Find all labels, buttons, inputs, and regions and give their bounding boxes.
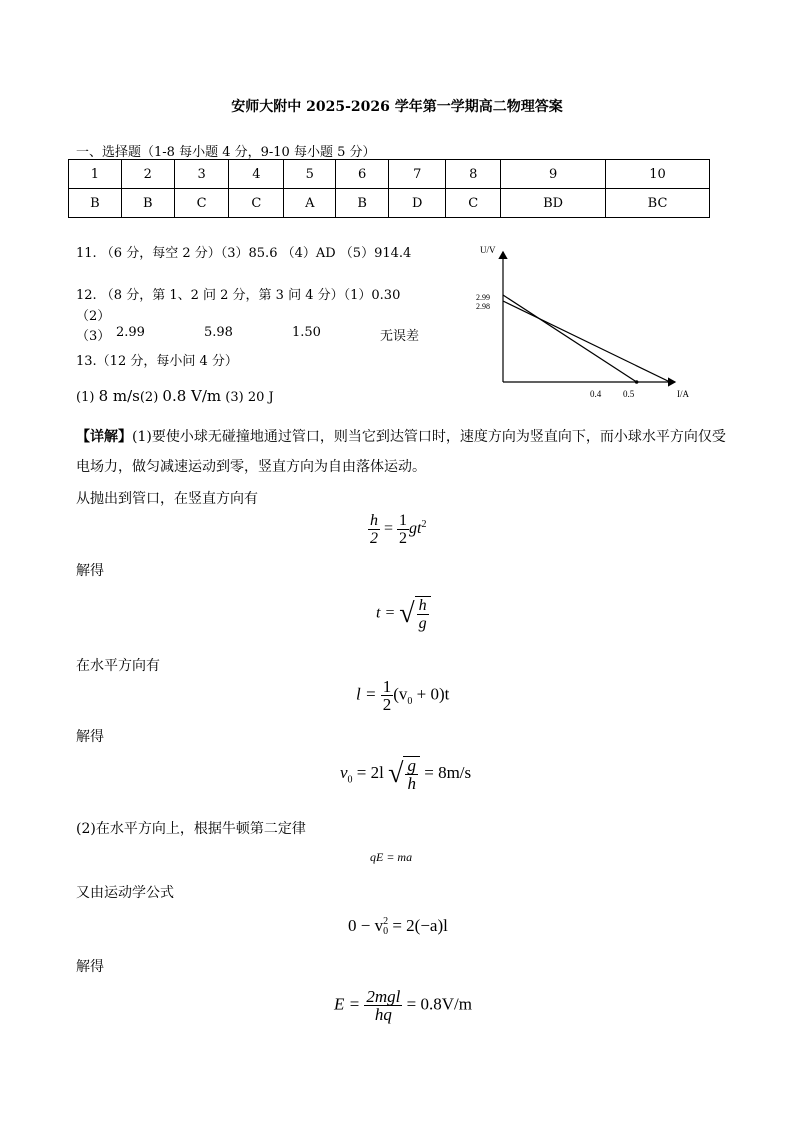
table-cell: BD [501, 189, 606, 218]
jiede-2: 解得 [76, 729, 104, 745]
y-tick-label: 2.98 [476, 302, 490, 311]
equation-4: $v_0 = 2l$ √ $\frac{g}{h}$ = 8m/s [340, 756, 472, 793]
eq-part: (v [393, 684, 408, 704]
table-cell: A [284, 189, 336, 218]
table-cell: 6 [336, 160, 389, 189]
eq-part: 1 [399, 512, 408, 529]
detail-part-2: (2)在水平方向上，根据牛顿第二定律 [76, 821, 306, 837]
q13-a2-label: (2) [139, 390, 159, 405]
detail-line-3: 从抛出到管口，在竖直方向有 [76, 491, 258, 507]
table-cell: 3 [174, 160, 229, 189]
table-cell: 1 [69, 160, 122, 189]
x-tick-label: 0.4 [590, 389, 602, 399]
q12-value-1: 2.99 [116, 325, 145, 340]
eq-part: = 8m/s [419, 762, 472, 782]
table-cell: C [174, 189, 229, 218]
table-cell: 10 [606, 160, 710, 189]
eq-part: hq [374, 1005, 392, 1024]
q13-answers [76, 387, 274, 405]
eq-part: 2 [382, 695, 392, 714]
equation-7 [334, 988, 472, 1023]
x-axis-label: I/A [677, 389, 689, 399]
eq-part: 0 − v [348, 916, 384, 935]
table-cell: D [389, 189, 446, 218]
eq-part: = 2l [352, 762, 384, 782]
eq-part: = 0.8V/m [402, 994, 472, 1014]
table-cell: B [336, 189, 389, 218]
table-row [69, 189, 710, 218]
eq-part: h [407, 774, 416, 793]
detail-label: 【详解】 [76, 429, 132, 445]
q13-a1-label: (1) [76, 390, 95, 405]
q13-header: 13.（12 分，每小问 4 分） [76, 354, 238, 369]
q12-line1: 12. （8 分，第 1、2 问 2 分，第 3 问 4 分）（1）0.30 [76, 288, 401, 303]
eq-part: E = [334, 994, 361, 1014]
y-tick-label: 2.99 [476, 293, 490, 302]
eq-part: 0 [383, 926, 389, 938]
table-row [69, 160, 710, 189]
q12-part3-label: （3） [76, 329, 111, 344]
detail-line-2: 电场力，做匀减速运动到零，竖直方向为自由落体运动。 [76, 459, 426, 475]
x-tick-label: 0.5 [623, 389, 635, 399]
table-cell: 4 [229, 160, 284, 189]
equation-1 [368, 512, 426, 547]
eq-part: h [418, 597, 427, 614]
series-line [503, 295, 637, 382]
detail-horizontal: 在水平方向有 [76, 658, 160, 674]
equation-5: qE = ma [370, 850, 413, 864]
table-cell: B [69, 189, 122, 218]
table-cell: C [446, 189, 501, 218]
q12-value-3: 1.50 [292, 325, 321, 340]
eq-part: = [384, 520, 394, 538]
x-intercept-point [635, 380, 639, 384]
q13-a1-value: 8 m/s [98, 387, 140, 405]
equation-3 [356, 678, 449, 713]
equation-2: t = √ $\frac{h}{g}$ [376, 596, 431, 632]
eq-part: 2 [383, 916, 389, 928]
table-cell: 5 [284, 160, 336, 189]
table-cell: 8 [446, 160, 501, 189]
eq-part: t = [376, 604, 396, 622]
table-cell: 7 [389, 160, 446, 189]
eq-part: g [418, 615, 427, 632]
eq-part: gt [409, 520, 422, 538]
ui-graph [470, 238, 700, 403]
table-cell: 2 [121, 160, 174, 189]
y-axis-label: U/V [480, 245, 496, 255]
table-cell: BC [606, 189, 710, 218]
detail-text: (1)要使小球无碰撞地通过管口，则当它到达管口时，速度方向为竖直向下，而小球水平方向仅受 [132, 429, 726, 445]
eq-part: v [340, 762, 348, 782]
detail-line-1 [76, 426, 726, 446]
series-line [503, 301, 670, 382]
q11-answer: 11. （6 分，每空 2 分）（3）85.6 （4）AD （5）914.4 [76, 246, 412, 261]
q12-value-2: 5.98 [204, 325, 233, 340]
x-intercept-point [668, 380, 672, 384]
q13-a3: (3) 20 J [225, 390, 274, 405]
eq-part: 2mgl [366, 987, 401, 1006]
equation-6 [348, 916, 448, 937]
eq-part: 2 [370, 530, 378, 547]
eq-part: g [407, 756, 416, 775]
eq-part: = 2(−a)l [388, 916, 448, 935]
section-heading: 一、选择题（1-8 每小题 4 分，9-10 每小题 5 分） [76, 145, 376, 160]
q12-value-4: 无误差 [380, 329, 420, 344]
table-cell: B [121, 189, 174, 218]
eq-part: 0 [347, 774, 353, 786]
eq-part: 2 [399, 530, 408, 547]
q13-a2-value: 0.8 V/m [162, 387, 222, 405]
jiede-1: 解得 [76, 563, 104, 579]
table-cell: 9 [501, 160, 606, 189]
eq-part: 0 [407, 695, 413, 707]
detail-kinematics: 又由运动学公式 [76, 885, 174, 901]
q12-line2: （2） [76, 309, 111, 324]
answer-table [68, 159, 710, 218]
page-title: 安师大附中 2025-2026 学年第一学期高二物理答案 [231, 99, 563, 115]
eq-part: + 0)t [412, 684, 450, 704]
eq-part: 2 [421, 518, 427, 530]
jiede-3: 解得 [76, 959, 104, 975]
eq-part: 1 [382, 677, 392, 696]
eq-part: h [370, 512, 378, 529]
eq-part: l = [356, 684, 377, 704]
table-cell: C [229, 189, 284, 218]
